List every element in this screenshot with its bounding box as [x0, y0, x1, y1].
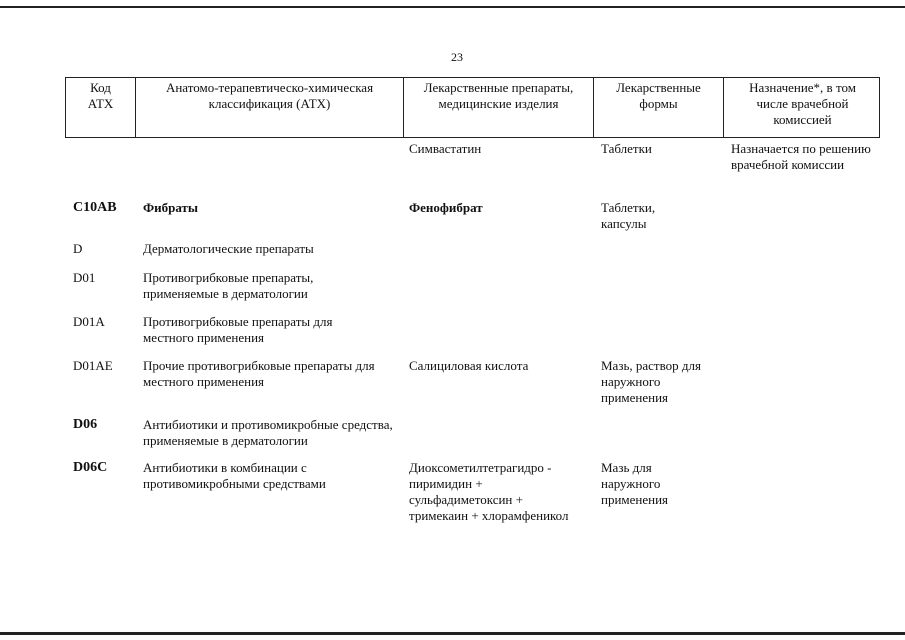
atx-cell: Дерматологические препараты — [143, 241, 314, 256]
table-header — [65, 77, 880, 138]
drug-cell: Салициловая кислота — [409, 358, 529, 373]
atx-cell: Фибраты — [143, 200, 199, 215]
bottom-rule — [0, 632, 905, 635]
atx-cell: Противогрибковые препараты, применяемые в дерматологии — [143, 270, 314, 301]
assign-cell: Назначается по решению врачебной комиссии — [731, 141, 871, 172]
top-rule — [0, 6, 905, 8]
form-cell: Таблетки, капсулы — [601, 200, 656, 231]
header-assign — [724, 78, 881, 137]
drug-cell: Фенофибрат — [409, 200, 483, 215]
form-cell: Мазь для наружного применения — [601, 460, 669, 507]
form-cell: Мазь, раствор для наружного применения — [601, 358, 701, 405]
atx-cell: Антибиотики в комбинации с противомикробными средствами — [143, 460, 326, 491]
header-atx-label: Анатомо-терапевтическо-химическая классификация (АТХ) — [165, 80, 374, 111]
header-form-label: Лекарственные формы — [616, 80, 701, 111]
code-cell: D01AE — [73, 358, 113, 373]
code-cell: D06C — [73, 460, 108, 475]
header-atx — [136, 78, 404, 137]
atx-cell: Антибиотики и противомикробные средства, применяемые в дерматологии — [143, 417, 393, 448]
atx-cell: Противогрибковые препараты для местного применения — [143, 314, 333, 345]
header-drug-label: Лекарственные препараты, медицинские изделия — [423, 80, 574, 111]
drug-cell: Симвастатин — [409, 141, 482, 156]
header-assign-label: Назначение*, в том числе врачебной комиссией — [749, 80, 856, 127]
header-code — [66, 78, 136, 137]
header-form — [594, 78, 724, 137]
page-number: 23 — [451, 50, 463, 64]
code-cell: D — [73, 241, 83, 256]
drug-cell: Диоксометилтетрагидро - пиримидин + сульфадиметоксин + тримекаин + хлорамфеникол — [409, 460, 569, 523]
code-cell: D01A — [73, 314, 105, 329]
code-cell: D06 — [73, 417, 98, 432]
code-cell: D01 — [73, 270, 96, 285]
code-cell: C10AB — [73, 200, 117, 215]
header-drug — [404, 78, 594, 137]
form-cell: Таблетки — [601, 141, 652, 156]
header-code-label: Код АТХ — [87, 80, 114, 111]
atx-cell: Прочие противогрибковые препараты для местного применения — [143, 358, 375, 389]
